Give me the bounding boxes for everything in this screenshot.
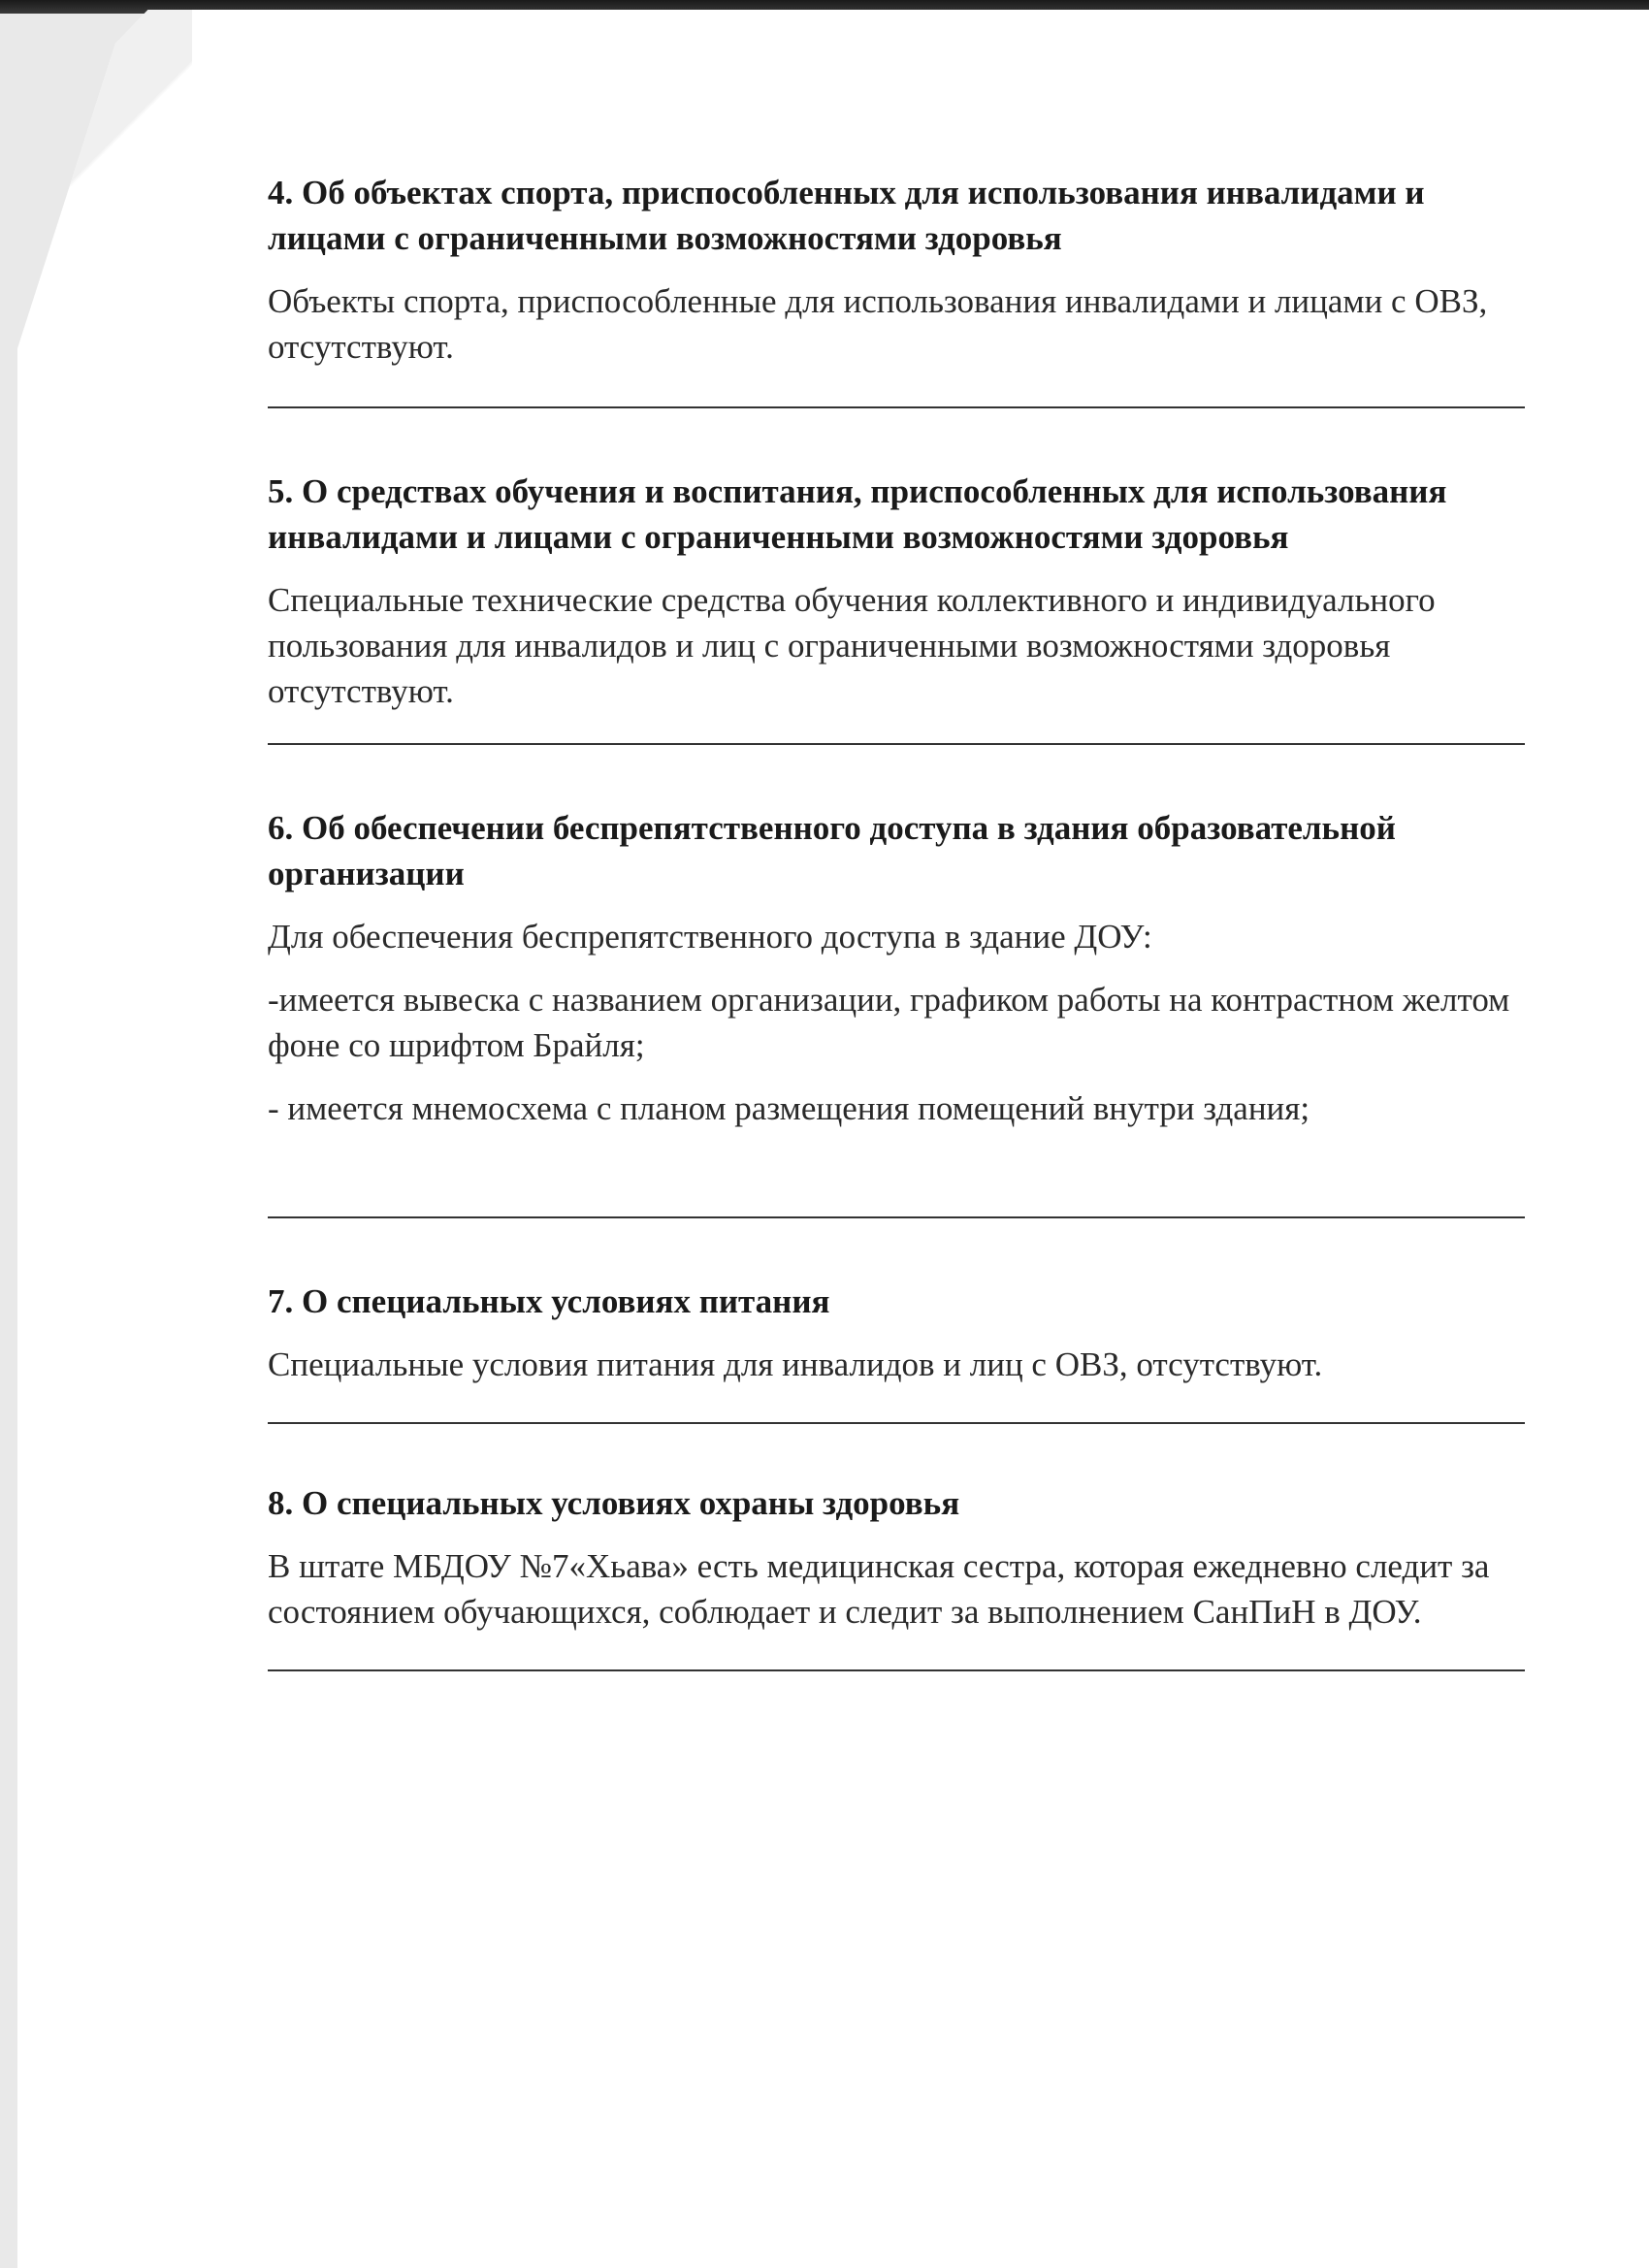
section-health-protection — [268, 1480, 1529, 1635]
section-heading: 7. О специальных условиях питания — [268, 1282, 830, 1320]
section-heading: 6. Об обеспечении беспрепятственного доступа в здания образовательной организации — [268, 809, 1396, 892]
section-paragraph: Для обеспечения беспрепятственного доступа в здание ДОУ: — [268, 918, 1152, 956]
section-paragraph: - имеется мнемосхема с планом размещения помещений внутри здания; — [268, 1089, 1310, 1127]
section-paragraph: -имеется вывеска с названием организации, графиком работы на контрастном желтом фоне со шрифтом Брайля; — [268, 981, 1510, 1064]
section-paragraph: Специальные условия питания для инвалидов и лиц с ОВЗ, отсутствуют. — [268, 1345, 1323, 1383]
section-paragraph: Объекты спорта, приспособленные для использования инвалидами и лицами с ОВЗ, отсутствуют. — [268, 282, 1488, 366]
section-paragraph: В штате МБДОУ №7«Хьава» есть медицинская сестра, которая ежедневно следит за состоянием обучающихся, соблюдает и следит за выполнением СанПиН в ДОУ. — [268, 1547, 1490, 1631]
section-sports-facilities — [268, 170, 1529, 370]
section-paragraph: Специальные технические средства обучения коллективного и индивидуального пользования для инвалидов и лиц с ограниченными возможностями здоровья отсутствуют. — [268, 581, 1436, 710]
section-heading: 8. О специальных условиях охраны здоровья — [268, 1484, 960, 1522]
document-content — [268, 170, 1529, 1671]
section-building-access — [268, 805, 1529, 1131]
section-learning-tools — [268, 469, 1529, 714]
section-heading: 5. О средствах обучения и воспитания, приспособленных для использования инвалидами и лицами с ограниченными возможностями здоровья — [268, 472, 1447, 556]
section-divider — [268, 1669, 1525, 1671]
section-nutrition — [268, 1279, 1529, 1387]
section-heading: 4. Об объектах спорта, приспособленных для использования инвалидами и лицами с ограниченными возможностями здоровья — [268, 174, 1425, 257]
